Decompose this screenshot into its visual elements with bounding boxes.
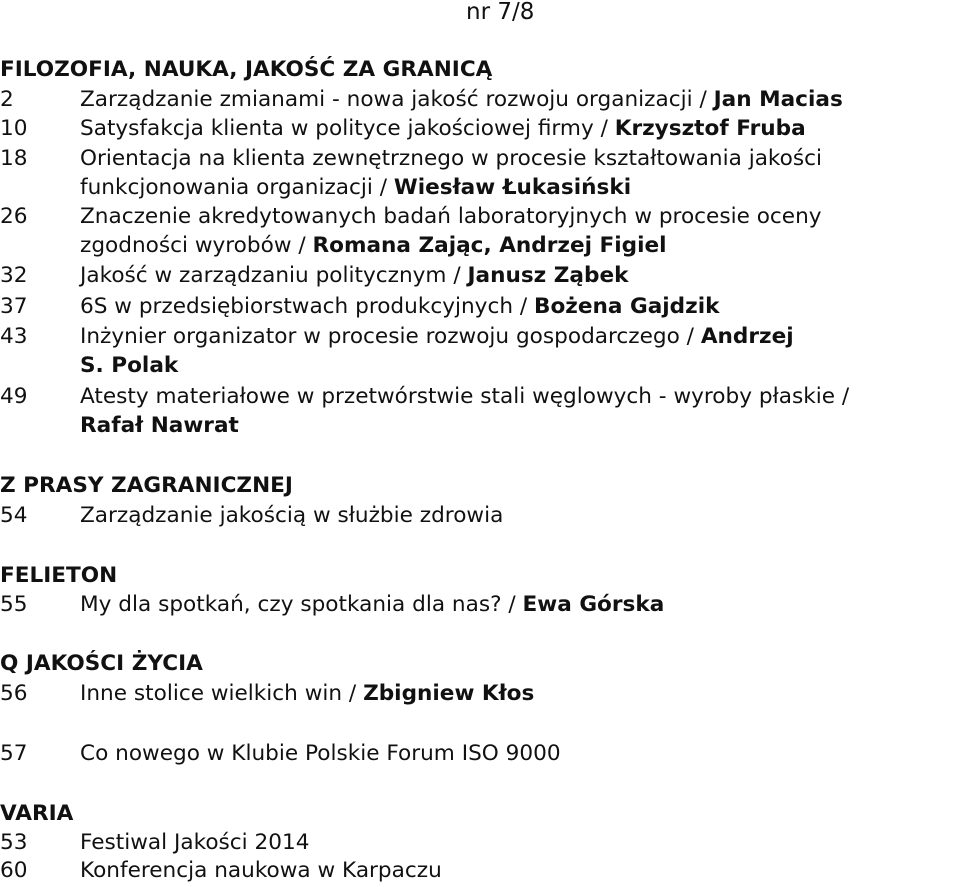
section-heading: FILOZOFIA, NAUKA, JAKOŚĆ ZA GRANICĄ	[0, 57, 493, 82]
page-number: 55	[0, 592, 28, 617]
entry-author: Ewa Górska	[522, 592, 665, 617]
issue-number: nr 7/8	[466, 0, 535, 25]
entry-title: Orientacja na klienta zewnętrznego w procesie kształtowania jakości	[80, 146, 823, 171]
entry-author: Andrzej	[700, 324, 794, 349]
page-number: 37	[0, 294, 28, 319]
entry-text	[80, 323, 794, 351]
page-number: 18	[0, 146, 28, 171]
section-heading: VARIA	[0, 801, 74, 826]
entry-title: funkcjonowania organizacji /	[80, 175, 394, 200]
entry-title: Zarządzanie zmianami - nowa jakość rozwoju organizacji /	[80, 87, 714, 112]
page-number: 32	[0, 263, 28, 288]
entry-text	[80, 293, 719, 321]
entry-author: Krzysztof Fruba	[614, 116, 806, 141]
entry-title: Konferencja naukowa w Karpaczu	[80, 858, 442, 883]
page-number: 53	[0, 830, 28, 855]
page-number: 43	[0, 324, 28, 349]
entry-author: Zbigniew Kłos	[363, 681, 535, 706]
entry-title: Satysfakcja klienta w polityce jakościowej firmy /	[80, 116, 615, 141]
entry-author: Rafał Nawrat	[80, 413, 239, 438]
entry-text	[80, 262, 628, 290]
entry-title: Zarządzanie jakością w służbie zdrowia	[80, 503, 504, 528]
page-number: 2	[0, 87, 14, 112]
entry-title: Festiwal Jakości 2014	[80, 830, 310, 855]
entry-author: Wiesław Łukasiński	[393, 175, 632, 200]
entry-text	[80, 115, 806, 143]
entry-text	[80, 591, 664, 619]
section-heading: Z PRASY ZAGRANICZNEJ	[0, 473, 293, 498]
entry-title: 6S w przedsiębiorstwach produkcyjnych /	[80, 294, 535, 319]
entry-title: Inne stolice wielkich win /	[80, 681, 364, 706]
page-number: 56	[0, 681, 28, 706]
entry-text	[80, 680, 534, 708]
section-heading: Q JAKOŚCI ŻYCIA	[0, 651, 203, 676]
entry-title: Znaczenie akredytowanych badań laboratoryjnych w procesie oceny	[80, 204, 822, 229]
entry-text	[80, 174, 631, 202]
entry-author: Janusz Ząbek	[467, 263, 629, 288]
entry-author: Romana Zając, Andrzej Figiel	[312, 233, 667, 258]
page-number: 10	[0, 116, 28, 141]
entry-author: S. Polak	[80, 353, 179, 378]
page-number: 26	[0, 204, 28, 229]
entry-author: Bożena Gajdzik	[534, 294, 720, 319]
page-number: 49	[0, 384, 28, 409]
entry-title: My dla spotkań, czy spotkania dla nas? /	[80, 592, 523, 617]
entry-text	[80, 86, 843, 114]
page-number: 54	[0, 503, 28, 528]
page-number: 60	[0, 858, 28, 883]
page-number: 57	[0, 741, 28, 766]
entry-title: Inżynier organizator w procesie rozwoju gospodarczego /	[80, 324, 701, 349]
entry-author: Jan Macias	[713, 87, 843, 112]
section-heading: FELIETON	[0, 563, 118, 588]
entry-title: Jakość w zarządzaniu politycznym /	[80, 263, 468, 288]
entry-title: Atesty materiałowe w przetwórstwie stali węglowych - wyroby płaskie /	[80, 384, 850, 409]
entry-text	[80, 232, 667, 260]
entry-title: Co nowego w Klubie Polskie Forum ISO 9000	[80, 741, 561, 766]
entry-title: zgodności wyrobów /	[80, 233, 313, 258]
